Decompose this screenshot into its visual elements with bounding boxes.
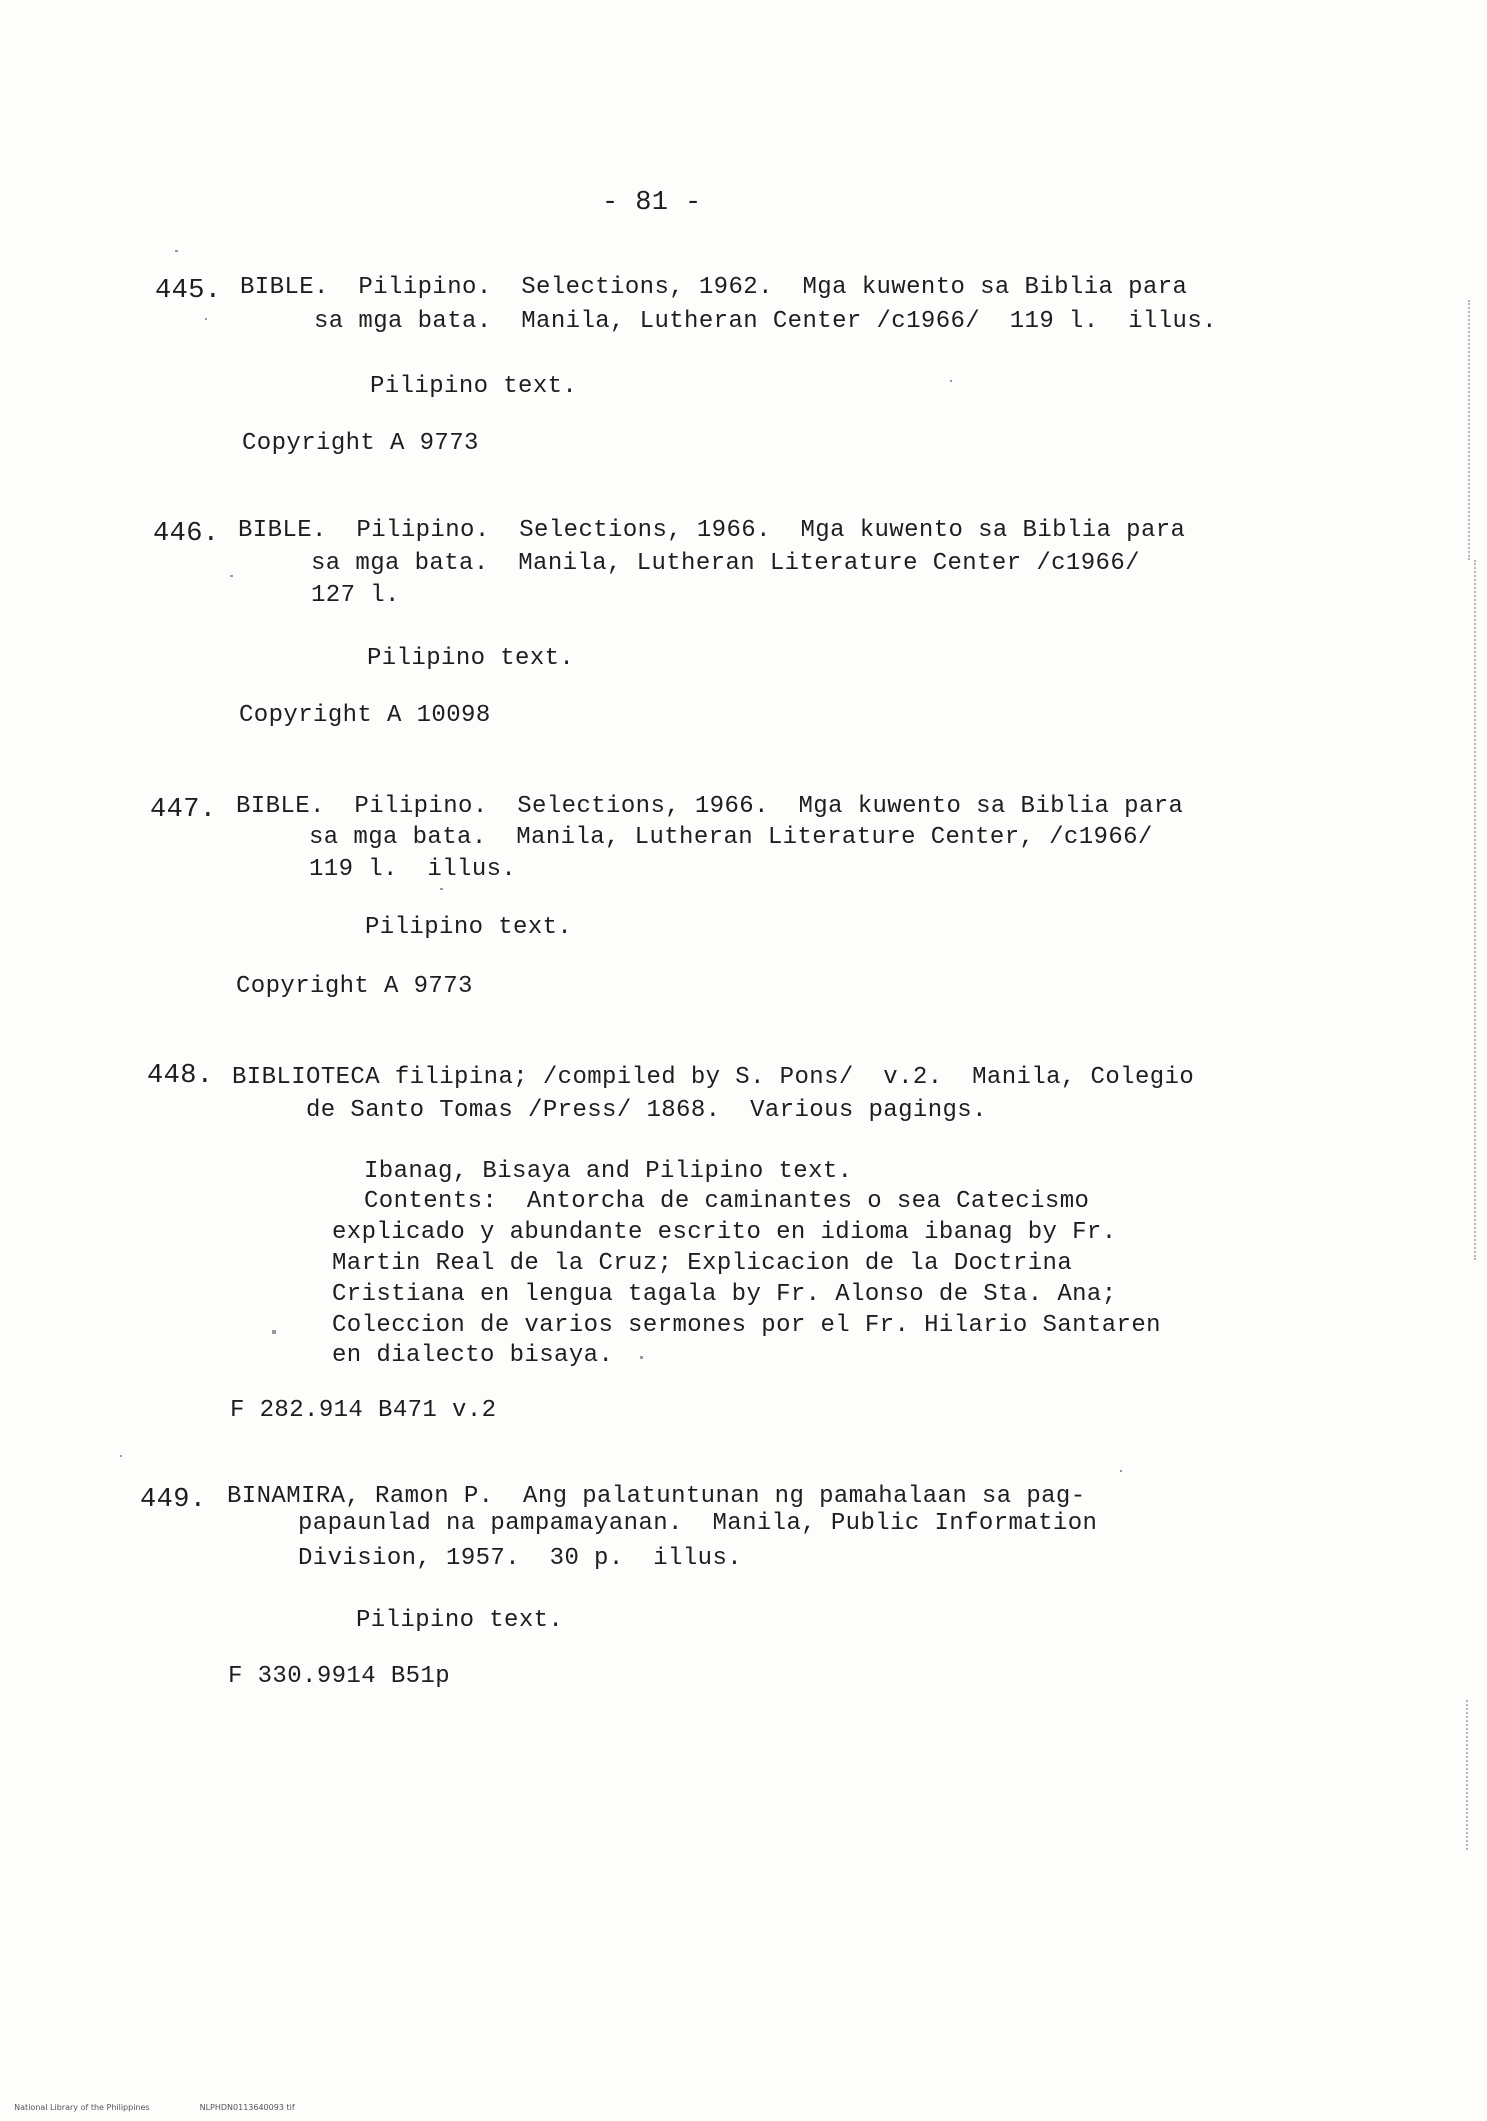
entry-number: 448. xyxy=(147,1061,214,1091)
entry-text-line: 127 l. xyxy=(311,582,400,609)
entry-text-line: Division, 1957. 30 p. illus. xyxy=(298,1545,743,1572)
entry-call-number: Copyright A 10098 xyxy=(239,702,491,729)
entry-call-number: Copyright A 9773 xyxy=(236,973,473,1000)
entry-text-line: BIBLE. Pilipino. Selections, 1966. Mga kuwento sa Biblia para xyxy=(236,793,1184,820)
scan-speck xyxy=(175,250,178,252)
entry-note: Pilipino text. xyxy=(370,373,578,400)
scan-speck xyxy=(230,575,233,577)
scan-speck xyxy=(1120,1470,1122,1472)
scan-speck xyxy=(440,888,443,890)
entry-contents-line: en dialecto bisaya. xyxy=(332,1342,614,1369)
scan-edge-noise xyxy=(1468,300,1470,560)
entry-contents-line: Contents: Antorcha de caminantes o sea Catecismo xyxy=(364,1188,1090,1215)
entry-text-line: sa mga bata. Manila, Lutheran Center /c1966/ 119 l. illus. xyxy=(314,308,1217,335)
entry-contents-line: Coleccion de varios sermones por el Fr. Hilario Santaren xyxy=(332,1312,1161,1339)
scan-edge-noise xyxy=(1466,1700,1468,1850)
entry-text-line: BINAMIRA, Ramon P. Ang palatuntunan ng pamahalaan sa pag- xyxy=(227,1483,1086,1510)
scan-edge-noise xyxy=(1474,560,1476,1260)
entry-number: 446. xyxy=(153,519,220,549)
entry-text-line: BIBLE. Pilipino. Selections, 1962. Mga kuwento sa Biblia para xyxy=(240,274,1188,301)
entry-note: Pilipino text. xyxy=(367,645,575,672)
entry-text-line: sa mga bata. Manila, Lutheran Literature Center /c1966/ xyxy=(311,550,1140,577)
entry-note: Pilipino text. xyxy=(365,914,573,941)
entry-number: 445. xyxy=(155,276,222,306)
entry-note: Ibanag, Bisaya and Pilipino text. xyxy=(364,1158,853,1185)
footer-file-id: NLPHDN0113640093 tif xyxy=(199,2103,295,2112)
entry-text-line: 119 l. illus. xyxy=(309,856,517,883)
entry-number: 447. xyxy=(150,795,217,825)
entry-text-line: de Santo Tomas /Press/ 1868. Various pagings. xyxy=(306,1097,987,1124)
entry-call-number: Copyright A 9773 xyxy=(242,430,479,457)
scan-speck xyxy=(205,318,207,320)
entry-call-number: F 282.914 B471 v.2 xyxy=(230,1397,497,1424)
scan-speck xyxy=(950,380,952,382)
page-number: - 81 - xyxy=(602,188,702,218)
entry-call-number: F 330.9914 B51p xyxy=(228,1663,451,1690)
scan-speck xyxy=(640,1356,643,1359)
scan-speck xyxy=(120,1455,122,1457)
entry-number: 449. xyxy=(140,1485,207,1515)
entry-contents-line: Cristiana en lengua tagala by Fr. Alonso de Sta. Ana; xyxy=(332,1281,1117,1308)
footer-library: National Library of the Philippines xyxy=(14,2103,150,2112)
entry-text-line: BIBLE. Pilipino. Selections, 1966. Mga kuwento sa Biblia para xyxy=(238,517,1186,544)
entry-text-line: papaunlad na pampamayanan. Manila, Public Information xyxy=(298,1510,1098,1537)
entry-contents-line: Martin Real de la Cruz; Explicacion de la Doctrina xyxy=(332,1250,1073,1277)
entry-contents-line: explicado y abundante escrito en idioma ibanag by Fr. xyxy=(332,1219,1117,1246)
entry-text-line: BIBLIOTECA filipina; /compiled by S. Pons/ v.2. Manila, Colegio xyxy=(232,1064,1195,1091)
entry-text-line: sa mga bata. Manila, Lutheran Literature Center, /c1966/ xyxy=(309,824,1153,851)
scan-speck xyxy=(272,1330,276,1334)
entry-note: Pilipino text. xyxy=(356,1607,564,1634)
